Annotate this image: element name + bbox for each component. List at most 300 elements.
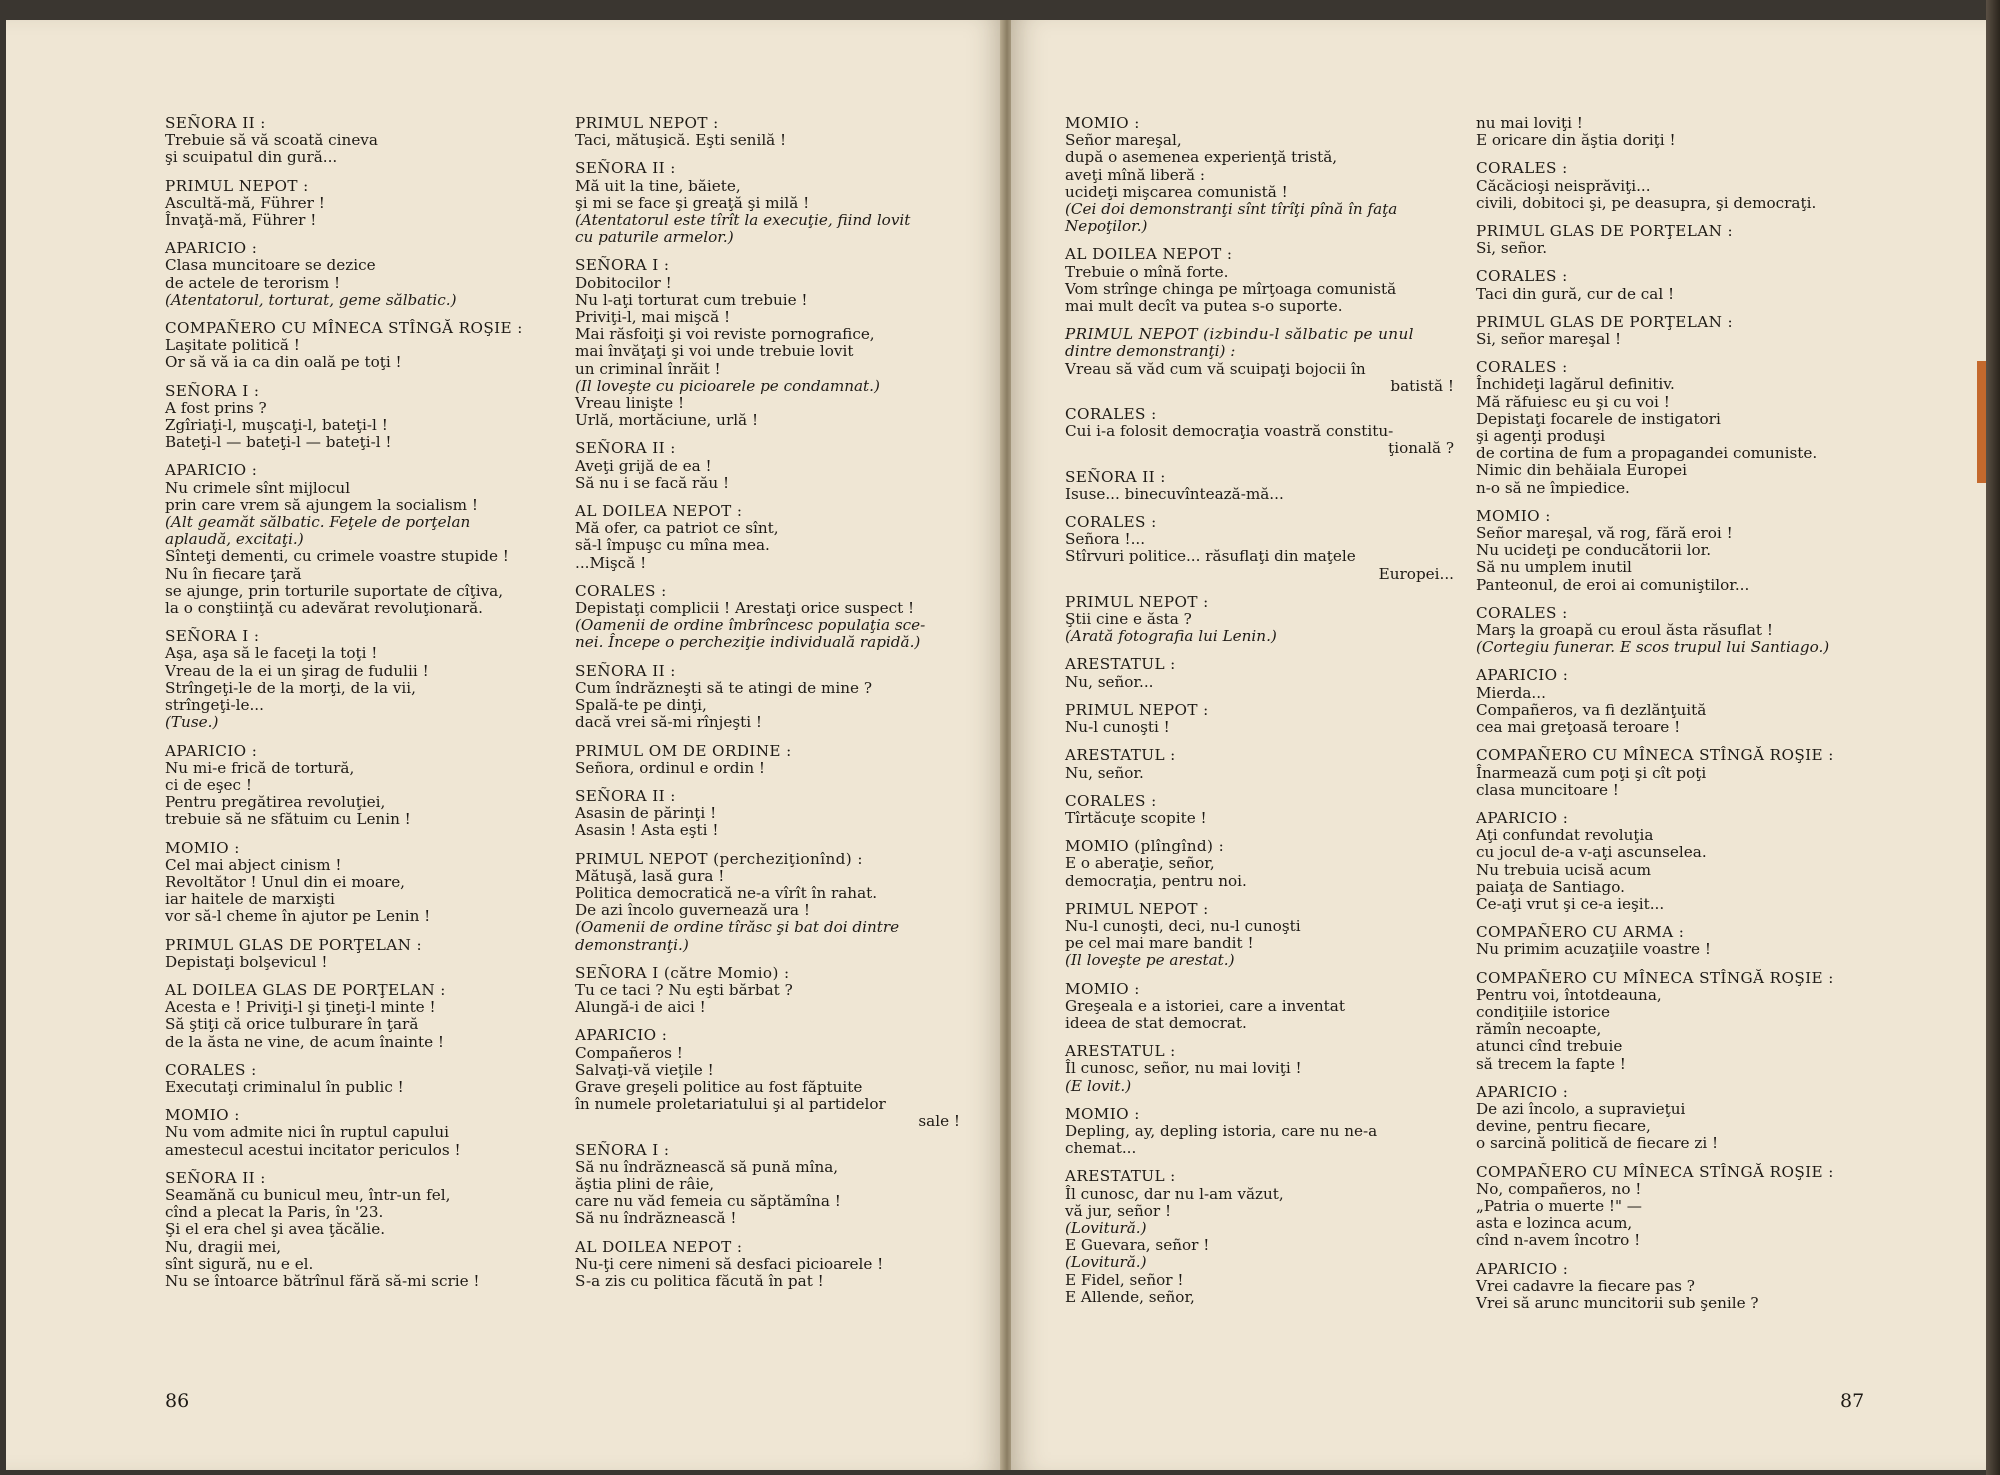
dialogue-line: Nimic din behăiala Europei — [1476, 461, 1687, 480]
speaker-name: AL DOILEA NEPOT : — [1065, 245, 1233, 264]
dialogue-line: Să ştiţi că orice tulburare în ţară — [165, 1015, 419, 1034]
dialogue-line: Îl cunosc, dar nu l-am văzut, — [1065, 1184, 1284, 1203]
column-4 — [1476, 115, 1876, 1323]
dialogue-line: Să nu îndrăznească să pună mîna, — [575, 1157, 839, 1176]
dialogue-line: condiţiile istorice — [1476, 1002, 1611, 1021]
speaker-name: APARICIO : — [165, 741, 258, 760]
speaker-name: APARICIO : — [1476, 1259, 1569, 1278]
dialogue-line: chemat... — [1065, 1139, 1137, 1158]
dialogue-line: Salvaţi-vă vieţile ! — [575, 1060, 714, 1079]
dialogue-line: Aşa, aşa să le faceţi la toţi ! — [165, 644, 378, 663]
dialogue-line: Ce-aţi vrut şi ce-a ieşit... — [1476, 894, 1665, 913]
dialogue-line: Să nu îndrăznească ! — [575, 1209, 737, 1228]
dialogue-line: se ajunge, prin torturile suportate de cîţiva, — [165, 581, 504, 600]
dialogue-line: Cel mai abject cinism ! — [165, 855, 342, 874]
column-1 — [165, 114, 523, 1301]
dialogue-block — [165, 1062, 500, 1096]
dialogue-line: Trebuie să vă scoată cineva — [165, 131, 378, 150]
dialogue-block — [1476, 268, 1876, 302]
dialogue-block — [575, 851, 960, 954]
dialogue-block — [1476, 667, 1876, 736]
dialogue-line: Tîrtăcuţe scopite ! — [1065, 808, 1207, 827]
dialogue-line: paiaţa de Santiago. — [1476, 877, 1625, 896]
dialogue-line: Marş la groapă cu eroul ăsta răsuflat ! — [1476, 621, 1773, 640]
dialogue-line: Vrei cadavre la fiecare pas ? — [1476, 1276, 1695, 1295]
speaker-name: ARESTATUL : — [1065, 746, 1176, 765]
stage-direction: Nepoţilor.) — [1065, 217, 1148, 236]
speaker-name: COMPAÑERO CU MÎNECA STÎNGĂ ROŞIE : — [165, 319, 523, 338]
speaker-name: CORALES : — [1065, 791, 1157, 810]
dialogue-line: să trecem la fapte ! — [1476, 1054, 1626, 1073]
dialogue-block — [1476, 160, 1876, 212]
dialogue-block — [1065, 656, 1454, 690]
dialogue-block — [165, 1107, 500, 1159]
dialogue-block — [1065, 838, 1454, 890]
dialogue-line: Închideţi lagărul definitiv. — [1476, 375, 1675, 394]
dialogue-line: un criminal înrăit ! — [575, 359, 721, 378]
dialogue-line: să-l împuşc cu mîna mea. — [575, 536, 770, 555]
stage-direction: (Cortegiu funerar. E scos trupul lui Santiago.) — [1476, 638, 1830, 657]
dialogue-line: clasa muncitoare ! — [1476, 780, 1619, 799]
dialogue-line: Nu ucideţi pe conducătorii lor. — [1476, 541, 1712, 560]
speaker-name: SEÑORA II : — [165, 1168, 266, 1187]
dialogue-block — [1476, 223, 1876, 257]
speaker-name: APARICIO : — [165, 239, 258, 258]
dialogue-line: Căcăcioşi neisprăviţi... — [1476, 176, 1651, 195]
dialogue-block — [165, 628, 500, 731]
dialogue-block — [575, 257, 960, 429]
stage-direction: (E lovit.) — [1065, 1076, 1132, 1095]
dialogue-line: E Allende, señor, — [1065, 1287, 1195, 1306]
stage-direction: (Il loveşte pe arestat.) — [1065, 951, 1235, 970]
dialogue-block — [575, 1027, 960, 1130]
dialogue-block — [1065, 1168, 1454, 1306]
dialogue-block — [165, 383, 500, 452]
dialogue-line: Grave greşeli politice au fost făptuite — [575, 1077, 863, 1096]
dialogue-line: şi scuipatul din gură... — [165, 148, 338, 167]
dialogue-block — [1476, 924, 1876, 958]
dialogue-line: Să nu umplem inutil — [1476, 558, 1632, 577]
dialogue-line: batistă ! — [1390, 376, 1454, 395]
stage-direction: (Cei doi demonstranţi sînt tîrîţi pînă în faţa — [1065, 200, 1398, 219]
dialogue-block — [1065, 901, 1454, 970]
dialogue-line: Or să vă ia ca din oală pe toţi ! — [165, 353, 402, 372]
speaker-name: APARICIO : — [1476, 1082, 1569, 1101]
speaker-name: AL DOILEA NEPOT : — [575, 1237, 743, 1256]
speaker-name: SEÑORA II : — [1065, 467, 1166, 486]
dialogue-block — [1065, 514, 1454, 583]
dialogue-line: Si, señor mareşal ! — [1476, 330, 1622, 349]
dialogue-line: o sarcină politică de fiecare zi ! — [1476, 1134, 1719, 1153]
speaker-name: CORALES : — [1476, 603, 1568, 622]
stage-direction: aplaudă, excitaţi.) — [165, 530, 304, 549]
stage-direction: (Oamenii de ordine îmbrîncesc populaţia sce- — [575, 616, 926, 635]
speaker-name: APARICIO : — [575, 1026, 668, 1045]
dialogue-line: Nu vom admite nici în ruptul capului — [165, 1123, 449, 1142]
speaker-name: MOMIO : — [1065, 1104, 1140, 1123]
dialogue-block — [1065, 1043, 1454, 1095]
page-number-left: 86 — [165, 1390, 190, 1412]
dialogue-line: Taci din gură, cur de cal ! — [1476, 284, 1675, 303]
dialogue-block — [1476, 970, 1876, 1073]
column-2 — [575, 115, 960, 1301]
dialogue-line: Señora, ordinul e ordin ! — [575, 758, 766, 777]
speaker-name: PRIMUL NEPOT : — [1065, 899, 1209, 918]
dialogue-line: democraţia, pentru noi. — [1065, 871, 1247, 890]
speaker-name: CORALES : — [575, 581, 667, 600]
stage-direction: (Atentatorul este tîrît la execuţie, fiind lovit — [575, 211, 911, 230]
stage-direction: (Lovitură.) — [1065, 1218, 1147, 1237]
dialogue-line: Compañeros ! — [575, 1043, 683, 1062]
dialogue-line: Nu crimele sînt mijlocul — [165, 478, 351, 497]
dialogue-line: Ştii cine e ăsta ? — [1065, 610, 1192, 629]
dialogue-line: Depistaţi bolşevicul ! — [165, 952, 328, 971]
dialogue-block — [1065, 747, 1454, 781]
dialogue-line: rămîn necoapte, — [1476, 1020, 1602, 1039]
dialogue-line: de la ăsta ne vine, de acum înainte ! — [165, 1032, 445, 1051]
dialogue-block — [1065, 702, 1454, 736]
dialogue-line: Nu trebuia ucisă acum — [1476, 860, 1652, 879]
stage-direction: dintre demonstranţi) : — [1065, 342, 1236, 361]
speaker-name: SEÑORA II : — [575, 159, 676, 178]
dialogue-block — [1476, 1084, 1876, 1153]
dialogue-line: Aţi confundat revoluţia — [1476, 826, 1654, 845]
speaker-name: ARESTATUL : — [1065, 1042, 1176, 1061]
dialogue-block — [575, 965, 960, 1017]
speaker-name: SEÑORA I (către Momio) : — [575, 963, 790, 982]
dialogue-line: ţională ? — [1388, 439, 1454, 458]
stage-direction: (Lovitură.) — [1065, 1253, 1147, 1272]
dialogue-line: Pentru voi, întotdeauna, — [1476, 985, 1662, 1004]
dialogue-line: Seamănă cu bunicul meu, într-un fel, — [165, 1185, 451, 1204]
dialogue-line: Asasin ! Asta eşti ! — [575, 821, 719, 840]
speaker-name: COMPAÑERO CU ARMA : — [1476, 923, 1685, 942]
dialogue-line: Taci, mătuşică. Eşti senilă ! — [575, 131, 787, 150]
dialogue-block — [165, 319, 523, 372]
dialogue-line: Cum îndrăzneşti să te atingi de mine ? — [575, 678, 872, 697]
dialogue-line: Înarmează cum poţi şi cît poţi — [1476, 763, 1707, 782]
dialogue-line: S-a zis cu politica făcută în pat ! — [575, 1271, 824, 1290]
speaker-name: CORALES : — [165, 1060, 257, 1079]
dialogue-block — [575, 440, 960, 492]
dialogue-line: Alungă-i de aici ! — [575, 998, 706, 1017]
speaker-name: APARICIO : — [1476, 808, 1569, 827]
dialogue-line: Nu l-aţi torturat cum trebuie ! — [575, 290, 808, 309]
dialogue-line: E Guevara, señor ! — [1065, 1236, 1210, 1255]
dialogue-line: Señor mareşal, — [1065, 131, 1182, 150]
dialogue-line: Depistaţi focarele de instigatori — [1476, 409, 1721, 428]
speaker-name: SEÑORA II : — [575, 786, 676, 805]
stage-direction: (Alt geamăt sălbatic. Feţele de porţelan — [165, 513, 471, 532]
dialogue-line: Tu ce taci ? Nu eşti bărbat ? — [575, 980, 793, 999]
dialogue-line: Depling, ay, depling istoria, care nu ne-a — [1065, 1121, 1378, 1140]
speaker-name: CORALES : — [1476, 159, 1568, 178]
stage-direction: cu paturile armelor.) — [575, 228, 734, 247]
dialogue-block — [575, 160, 960, 246]
dialogue-block — [1476, 605, 1876, 657]
speaker-name: APARICIO : — [165, 461, 258, 480]
stage-direction: (Atentatorul, torturat, geme sălbatic.) — [165, 290, 457, 309]
dialogue-block — [165, 743, 500, 829]
dialogue-line: Vrei să arunc muncitorii sub şenile ? — [1476, 1293, 1759, 1312]
dialogue-line: Politica democratică ne-a vîrît în rahat. — [575, 883, 878, 902]
dialogue-line: De azi încolo, a supravieţui — [1476, 1099, 1686, 1118]
dialogue-line: Revoltător ! Unul din ei moare, — [165, 872, 406, 891]
right-page — [1011, 20, 1989, 1470]
dialogue-line: Aveţi grijă de ea ! — [575, 456, 712, 475]
dialogue-line: n-o să ne împiedice. — [1476, 478, 1630, 497]
dialogue-line: E o aberaţie, señor, — [1065, 854, 1215, 873]
dialogue-line: vor să-l cheme în ajutor pe Lenin ! — [165, 907, 431, 926]
dialogue-block — [1476, 747, 1876, 799]
dialogue-line: Vom strînge chinga pe mîrţoaga comunistă — [1065, 279, 1397, 298]
dialogue-block — [1065, 469, 1454, 503]
dialogue-block — [1476, 1164, 1876, 1250]
speaker-name: CORALES : — [1065, 513, 1157, 532]
dialogue-line: care nu văd femeia cu săptămîna ! — [575, 1192, 841, 1211]
speaker-name: MOMIO : — [1065, 114, 1140, 132]
dialogue-block — [1476, 314, 1876, 348]
dialogue-line: No, compañeros, no ! — [1476, 1179, 1642, 1198]
page-edge — [1986, 0, 2000, 1475]
dialogue-line: prin care vrem să ajungem la socialism ! — [165, 495, 479, 514]
dialogue-line: de actele de terorism ! — [165, 273, 341, 292]
speaker-name: SEÑORA II : — [575, 661, 676, 680]
dialogue-line: asta e lozinca acum, — [1476, 1214, 1633, 1233]
speaker-name: PRIMUL NEPOT : — [165, 176, 309, 195]
dialogue-line: vă jur, señor ! — [1065, 1201, 1172, 1220]
dialogue-line: ci de eşec ! — [165, 775, 252, 794]
speaker-name: SEÑORA I : — [575, 1140, 670, 1159]
dialogue-line: E Fidel, señor ! — [1065, 1270, 1184, 1289]
dialogue-line: Nu-l cunoşti ! — [1065, 718, 1170, 737]
stage-direction: (Arată fotografia lui Lenin.) — [1065, 627, 1277, 646]
dialogue-line: Învaţă-mă, Führer ! — [165, 211, 317, 230]
speaker-name: AL DOILEA NEPOT : — [575, 502, 743, 521]
speaker-name: CORALES : — [1476, 358, 1568, 377]
dialogue-line: Priviţi-l, mai mişcă ! — [575, 308, 731, 327]
dialogue-line: Sînteţi dementi, cu crimele voastre stupide ! — [165, 547, 509, 566]
dialogue-line: Strîngeţi-le de la morţi, de la vii, — [165, 678, 416, 697]
dialogue-line: ideea de stat democrat. — [1065, 1013, 1247, 1032]
speaker-name: COMPAÑERO CU MÎNECA STÎNGĂ ROŞIE : — [1476, 1162, 1834, 1181]
dialogue-line: în numele proletariatului şi al partidelor — [575, 1095, 886, 1114]
speaker-name: PRIMUL GLAS DE PORŢELAN : — [1476, 312, 1734, 331]
dialogue-line: dacă vrei să-mi rînjeşti ! — [575, 713, 763, 732]
dialogue-block — [1476, 115, 1876, 149]
dialogue-line: după o asemenea experienţă tristă, — [1065, 148, 1338, 167]
dialogue-line: aveţi mînă liberă : — [1065, 165, 1206, 184]
dialogue-block — [165, 982, 500, 1051]
dialogue-line: şi mi se face şi greaţă şi milă ! — [575, 193, 810, 212]
dialogue-block — [575, 743, 960, 777]
dialogue-line: ...Mişcă ! — [575, 553, 647, 572]
speaker-name: MOMIO : — [1476, 506, 1551, 525]
dialogue-line: Vreau de la ei un şirag de fudulii ! — [165, 661, 429, 680]
dialogue-line: nu mai loviţi ! — [1476, 114, 1583, 132]
dialogue-block — [575, 115, 960, 149]
dialogue-block — [165, 840, 500, 926]
speaker-name: COMPAÑERO CU MÎNECA STÎNGĂ ROŞIE : — [1476, 968, 1834, 987]
dialogue-line: Spală-te pe dinţi, — [575, 696, 707, 715]
speaker-name: CORALES : — [1476, 267, 1568, 286]
dialogue-block — [1065, 793, 1454, 827]
speaker-name: ARESTATUL : — [1065, 1167, 1176, 1186]
stage-direction: (Tuse.) — [165, 713, 219, 732]
dialogue-line: Mai răsfoiţi şi voi reviste pornografice, — [575, 325, 875, 344]
speaker-name: PRIMUL GLAS DE PORŢELAN : — [1476, 222, 1734, 241]
dialogue-line: iar haitele de marxişti — [165, 890, 335, 909]
speaker-name: PRIMUL NEPOT : — [575, 114, 719, 132]
dialogue-block — [165, 115, 500, 167]
dialogue-line: Greşeala e a istoriei, care a inventat — [1065, 996, 1345, 1015]
dialogue-line: Acesta e ! Priviţi-l şi ţineţi-l minte ! — [165, 998, 436, 1017]
dialogue-line: trebuie să ne sfătuim cu Lenin ! — [165, 810, 411, 829]
speaker-name: ARESTATUL : — [1065, 655, 1176, 674]
dialogue-line: sînt sigură, nu e el. — [165, 1254, 314, 1273]
dialogue-line: Clasa muncitoare se dezice — [165, 256, 376, 275]
speaker-name: PRIMUL NEPOT (izbindu-l sălbatic pe unul — [1065, 325, 1414, 344]
left-page — [6, 20, 1003, 1470]
speaker-name: MOMIO : — [165, 1106, 240, 1125]
dialogue-block — [1065, 981, 1454, 1033]
dialogue-line: Stîrvuri politice... răsuflaţi din maţele — [1065, 547, 1356, 566]
dialogue-line: De azi încolo guvernează ura ! — [575, 901, 810, 920]
speaker-name: PRIMUL GLAS DE PORŢELAN : — [165, 935, 423, 954]
dialogue-line: Depistaţi complicii ! Arestaţi orice suspect ! — [575, 599, 915, 618]
speaker-name: SEÑORA I : — [575, 256, 670, 275]
dialogue-line: de cortina de fum a propagandei comuniste. — [1476, 444, 1818, 463]
dialogue-line: Nu, señor. — [1065, 763, 1144, 782]
bookmark-tab — [1977, 361, 1986, 483]
dialogue-line: Vreau să văd cum vă scuipaţi bojocii în — [1065, 359, 1366, 378]
dialogue-line: Nu se întoarce bătrînul fără să-mi scrie ! — [165, 1271, 480, 1290]
dialogue-line: civili, dobitoci şi, pe deasupra, şi democraţi. — [1476, 193, 1817, 212]
dialogue-block — [1476, 810, 1876, 913]
dialogue-block — [1065, 115, 1454, 235]
speaker-name: SEÑORA II : — [165, 114, 266, 132]
dialogue-block — [165, 240, 500, 309]
speaker-name: MOMIO (plîngînd) : — [1065, 837, 1225, 856]
dialogue-line: Trebuie o mînă forte. — [1065, 262, 1229, 281]
dialogue-line: Nu, señor... — [1065, 672, 1154, 691]
dialogue-line: Señora !... — [1065, 530, 1146, 549]
dialogue-line: cu jocul de-a v-aţi ascunselea. — [1476, 843, 1707, 862]
speaker-name: CORALES : — [1065, 405, 1157, 424]
dialogue-block — [575, 503, 960, 572]
dialogue-line: Mierda... — [1476, 683, 1546, 702]
dialogue-block — [1476, 1261, 1876, 1313]
dialogue-block — [575, 788, 960, 840]
dialogue-block — [1476, 359, 1876, 497]
dialogue-line: amestecul acestui incitator periculos ! — [165, 1140, 461, 1159]
dialogue-line: Asasin de părinţi ! — [575, 804, 717, 823]
dialogue-line: ucideţi mişcarea comunistă ! — [1065, 182, 1288, 201]
dialogue-line: Nu primim acuzaţiile voastre ! — [1476, 940, 1711, 959]
dialogue-line: Ascultă-mă, Führer ! — [165, 193, 325, 212]
dialogue-line: Mă ofer, ca patriot ce sînt, — [575, 519, 779, 538]
dialogue-line: devine, pentru fiecare, — [1476, 1117, 1651, 1136]
stage-direction: demonstranţi.) — [575, 935, 689, 954]
speaker-name: MOMIO : — [1065, 979, 1140, 998]
dialogue-block — [165, 178, 500, 230]
dialogue-line: Mătuşă, lasă gura ! — [575, 866, 725, 885]
dialogue-line: cînd a plecat la Paris, în '23. — [165, 1203, 384, 1222]
speaker-name: APARICIO : — [1476, 666, 1569, 685]
dialogue-block — [165, 461, 509, 618]
dialogue-line: pe cel mai mare bandit ! — [1065, 934, 1254, 953]
speaker-name: PRIMUL NEPOT : — [1065, 592, 1209, 611]
speaker-name: COMPAÑERO CU MÎNECA STÎNGĂ ROŞIE : — [1476, 746, 1834, 765]
dialogue-line: E oricare din ăştia doriţi ! — [1476, 131, 1676, 150]
speaker-name: PRIMUL OM DE ORDINE : — [575, 741, 792, 760]
dialogue-block — [1065, 246, 1454, 315]
dialogue-block — [575, 663, 960, 732]
dialogue-line: Nu-l cunoşti, deci, nu-l cunoşti — [1065, 916, 1301, 935]
stage-direction: (Oamenii de ordine tîrăsc şi bat doi dintre — [575, 918, 900, 937]
speaker-name: SEÑORA I : — [165, 381, 260, 400]
dialogue-line: cînd n-avem încotro ! — [1476, 1231, 1641, 1250]
dialogue-line: atunci cînd trebuie — [1476, 1037, 1623, 1056]
dialogue-line: sale ! — [918, 1112, 960, 1131]
dialogue-line: Mă uit la tine, băiete, — [575, 176, 741, 195]
dialogue-line: Isuse... binecuvîntează-mă... — [1065, 484, 1284, 503]
dialogue-block — [1065, 326, 1454, 395]
dialogue-line: „Patria o muerte !" — — [1476, 1196, 1642, 1215]
dialogue-line: Vreau linişte ! — [575, 394, 685, 413]
dialogue-block — [575, 1142, 960, 1228]
dialogue-line: Cui i-a folosit democraţia voastră constitu- — [1065, 422, 1394, 441]
dialogue-line: Zgîriaţi-l, muşcaţi-l, bateţi-l ! — [165, 416, 388, 435]
dialogue-line: Nu în fiecare ţară — [165, 564, 302, 583]
dialogue-line: Să nu i se facă rău ! — [575, 473, 730, 492]
dialogue-line: ăştia plini de râie, — [575, 1174, 715, 1193]
speaker-name: PRIMUL NEPOT (percheziţionînd) : — [575, 849, 863, 868]
dialogue-line: Compañeros, va fi dezlănţuită — [1476, 700, 1707, 719]
dialogue-block — [165, 937, 500, 971]
speaker-name: MOMIO : — [165, 838, 240, 857]
stage-direction: nei. Începe o percheziţie individuală rapidă.) — [575, 633, 921, 652]
speaker-name: AL DOILEA GLAS DE PORŢELAN : — [165, 980, 446, 999]
column-3 — [1065, 115, 1454, 1317]
stage-direction: (Il loveşte cu picioarele pe condamnat.) — [575, 376, 880, 395]
dialogue-block — [575, 583, 960, 652]
dialogue-line: Dobitocilor ! — [575, 273, 672, 292]
dialogue-line: mai mult decît va putea s-o suporte. — [1065, 297, 1343, 316]
dialogue-line: Mă răfuiesc eu şi cu voi ! — [1476, 392, 1670, 411]
dialogue-block — [575, 1239, 960, 1291]
speaker-name: SEÑORA I : — [165, 627, 260, 646]
speaker-name: PRIMUL NEPOT : — [1065, 700, 1209, 719]
dialogue-line: Nu, dragii mei, — [165, 1237, 282, 1256]
speaker-name: SEÑORA II : — [575, 439, 676, 458]
dialogue-block — [1065, 594, 1454, 646]
dialogue-block — [165, 1170, 500, 1290]
dialogue-line: mai învăţaţi şi voi unde trebuie lovit — [575, 342, 854, 361]
dialogue-line: Nu-ţi cere nimeni să desfaci picioarele ! — [575, 1254, 884, 1273]
page-number-right: 87 — [1840, 1390, 1865, 1412]
dialogue-line: Şi el era chel şi avea ţăcălie. — [165, 1220, 386, 1239]
dialogue-line: Si, señor. — [1476, 239, 1548, 258]
dialogue-line: Señor mareşal, vă rog, fără eroi ! — [1476, 524, 1733, 543]
dialogue-line: la o conştiinţă cu adevărat revoluţionară. — [165, 599, 483, 618]
dialogue-line: Urlă, mortăciune, urlă ! — [575, 411, 759, 430]
dialogue-line: Panteonul, de eroi ai comuniştilor... — [1476, 575, 1750, 594]
dialogue-block — [1065, 406, 1454, 458]
dialogue-block — [1065, 1106, 1454, 1158]
dialogue-line: Pentru pregătirea revoluţiei, — [165, 793, 386, 812]
dialogue-line: Europei... — [1378, 564, 1454, 583]
